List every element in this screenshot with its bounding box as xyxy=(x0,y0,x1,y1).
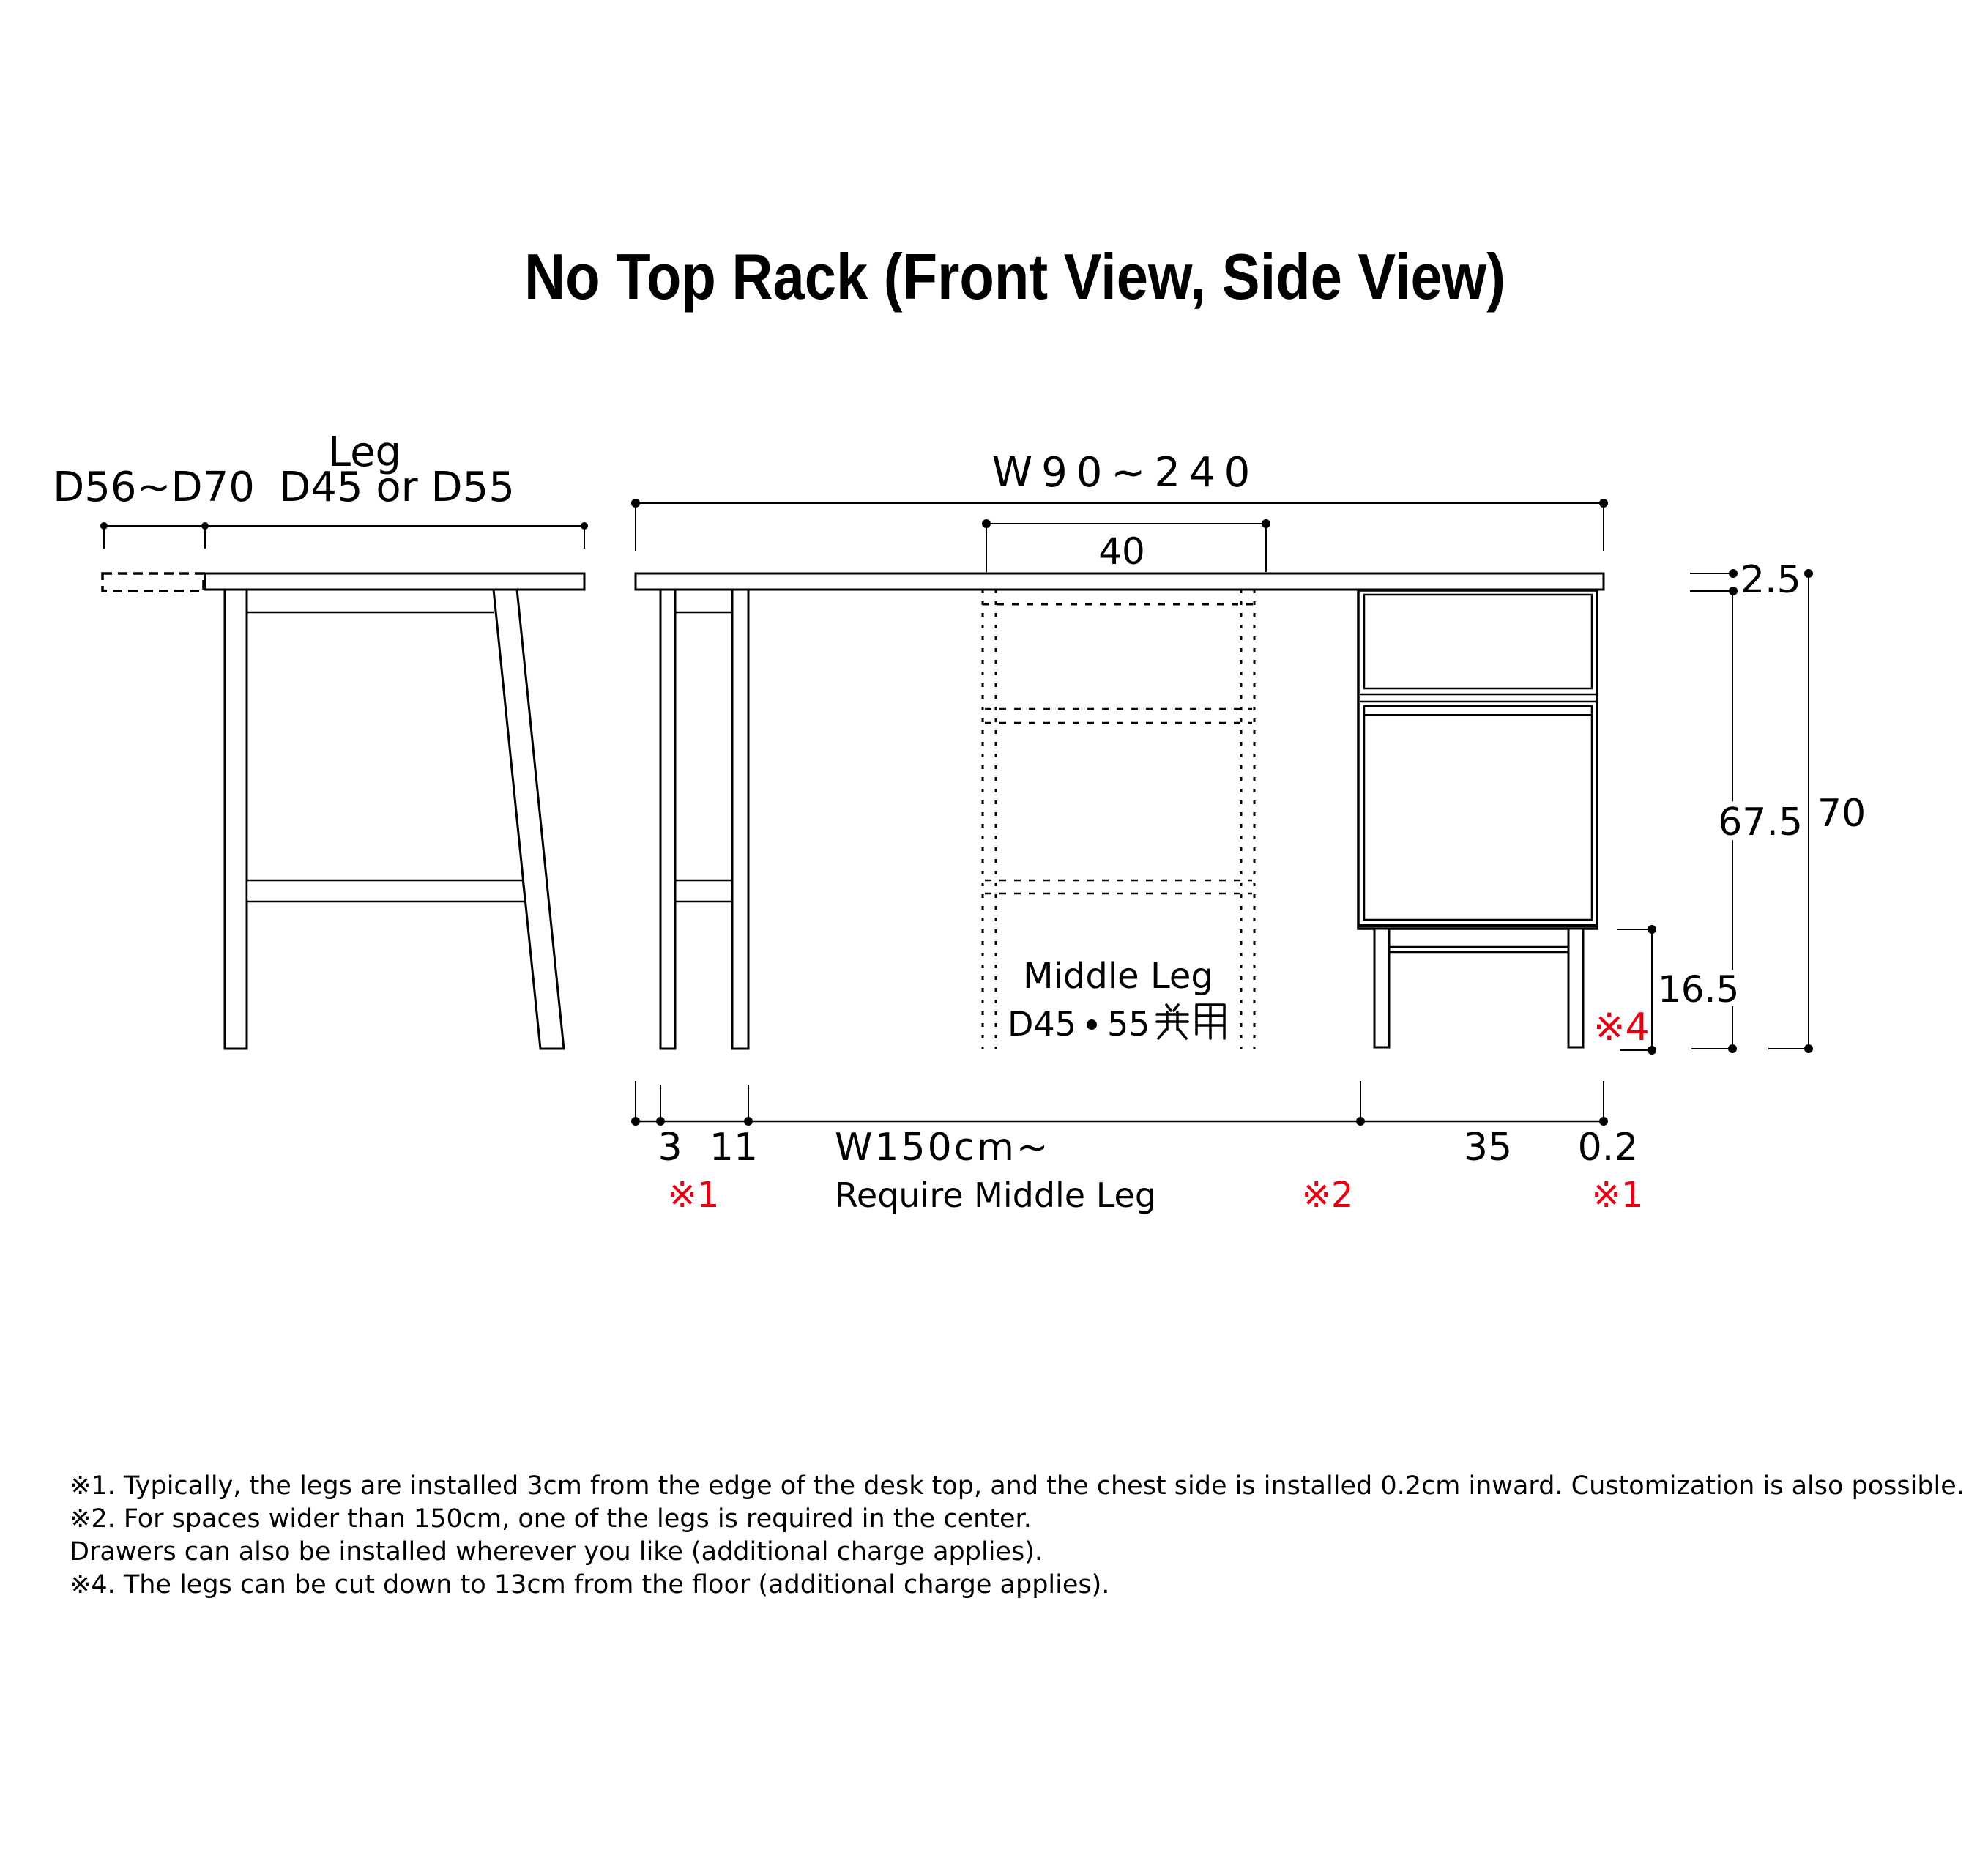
min-width-label: W150cm~ xyxy=(835,1126,1051,1170)
leg-inset-label: 3 xyxy=(658,1126,682,1170)
middle-leg-depth-suffix: 55 xyxy=(1107,1004,1150,1044)
footnote-4: ※4. The legs can be cut down to 13cm from the floor (additional charge applies). xyxy=(70,1570,1110,1599)
front-view-left-stretcher xyxy=(675,880,732,902)
side-view-leg-label: Leg xyxy=(327,428,402,476)
bottom-dimension-line xyxy=(631,1081,1608,1126)
top-thickness-dimension xyxy=(1690,558,1801,602)
front-view-left-leg-outer xyxy=(660,590,675,1049)
middle-dot-glyph xyxy=(1087,1019,1097,1030)
front-view-left-leg-inner xyxy=(732,590,748,1049)
ref1-left-mark: ※1 xyxy=(667,1175,720,1216)
side-view-stretcher xyxy=(247,880,525,902)
underside-height-label: 67.5 xyxy=(1718,800,1803,844)
top-thickness-label: 2.5 xyxy=(1741,558,1801,602)
chest-width-label: 35 xyxy=(1463,1126,1513,1170)
footnote-3: Drawers can also be installed wherever you like (additional charge applies). xyxy=(70,1537,1043,1567)
side-view-leg-depth-label: D45 or D55 xyxy=(279,464,515,511)
side-view-rear-leg xyxy=(494,590,564,1049)
chest-leg-height-label: 16.5 xyxy=(1658,968,1740,1011)
front-view-width-label: W90~240 xyxy=(991,449,1259,497)
side-view-desk-top-extension xyxy=(103,573,204,591)
front-view xyxy=(631,449,1866,1216)
leg-span-label: 11 xyxy=(709,1126,759,1170)
middle-leg-width-label: 40 xyxy=(1098,530,1145,573)
middle-leg-depth-label xyxy=(1008,1004,1224,1044)
side-view-overhang-depth-label: D56~D70 xyxy=(53,464,255,511)
side-view xyxy=(53,428,588,1049)
total-height-label: 70 xyxy=(1817,792,1866,836)
middle-leg-label: Middle Leg xyxy=(1023,956,1213,997)
kanji-kenyou-glyphs xyxy=(1157,1005,1224,1038)
footnotes xyxy=(70,1471,1965,1599)
ref4-mark: ※4 xyxy=(1593,1006,1650,1049)
middle-leg-depth-prefix: D45 xyxy=(1008,1004,1076,1044)
middle-leg-width-dimension xyxy=(982,519,1270,573)
min-width-note-label: Require Middle Leg xyxy=(835,1175,1157,1215)
footnote-1: ※1. Typically, the legs are installed 3cm from the edge of the desk top, and the chest side is installed 0.2cm inward. Customization is also possible. xyxy=(70,1471,1965,1501)
side-view-depth-dimension xyxy=(100,522,588,549)
side-view-desk-top xyxy=(205,573,584,590)
chest-top-drawer xyxy=(1364,595,1592,688)
chest-unit xyxy=(1358,590,1597,1047)
chest-inset-label: 0.2 xyxy=(1577,1126,1639,1170)
chest-right-leg xyxy=(1568,929,1583,1047)
ref1-right-mark: ※1 xyxy=(1591,1175,1644,1216)
chest-left-leg xyxy=(1374,929,1389,1047)
chest-door xyxy=(1364,706,1592,920)
page-title: No Top Rack (Front View, Side View) xyxy=(524,240,1505,313)
footnote-2: ※2. For spaces wider than 150cm, one of the legs is required in the center. xyxy=(70,1504,1032,1534)
front-view-desk-top xyxy=(636,573,1604,590)
ref2-mark: ※2 xyxy=(1301,1175,1354,1216)
chest-stretcher xyxy=(1389,947,1568,952)
side-view-front-leg xyxy=(225,590,247,1049)
